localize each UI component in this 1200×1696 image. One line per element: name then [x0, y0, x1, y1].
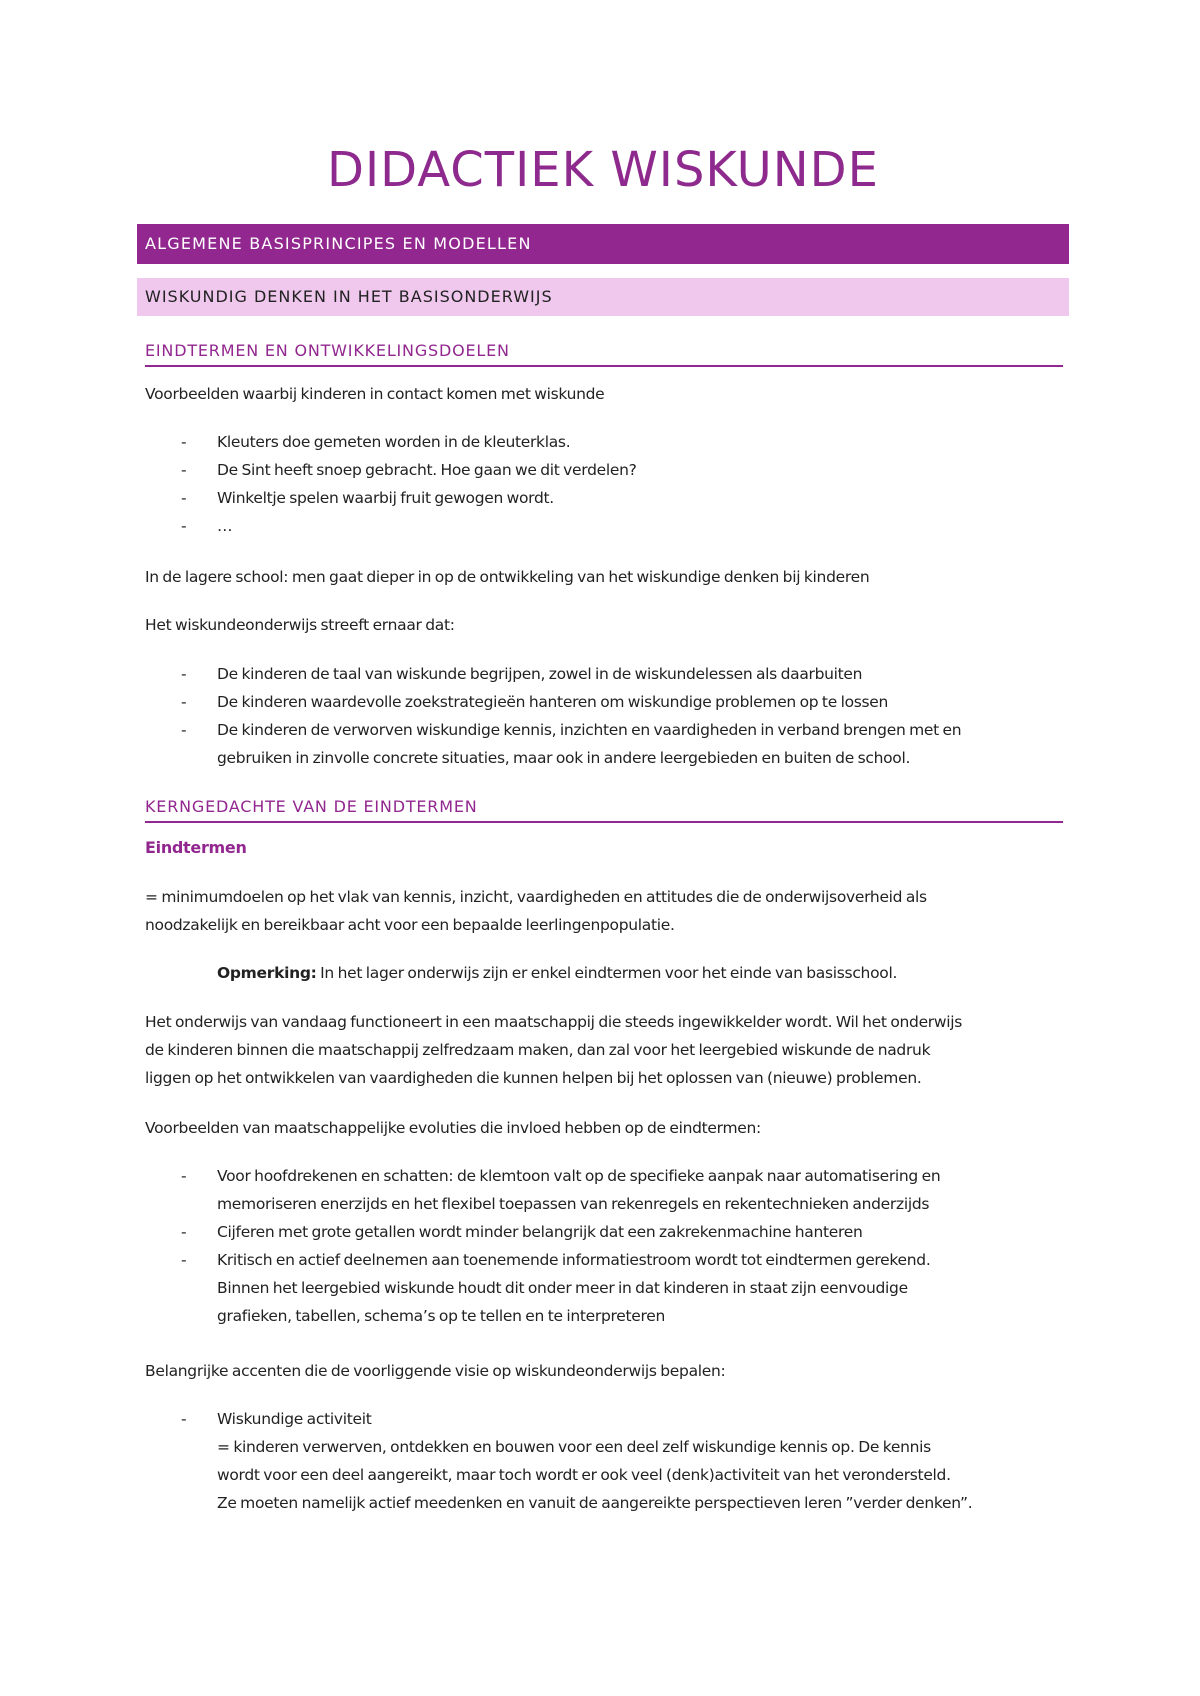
section-heading-kerngedachte: KERNGEDACHTE VAN DE EINDTERMEN: [145, 795, 1063, 823]
bullet-dash: -: [181, 1251, 187, 1269]
page-title: DIDACTIEK WISKUNDE: [327, 142, 879, 198]
note-text: In het lager onderwijs zijn er enkel eindtermen voor het einde van basisschool.: [316, 964, 898, 982]
list-item: [145, 716, 1063, 772]
text-line: noodzakelijk en bereikbaar acht voor een bepaalde leerlingenpopulatie.: [145, 916, 675, 934]
text-line: memoriseren enerzijds en het flexibel toepassen van rekenregels en rekentechnieken anderzijds: [217, 1195, 930, 1213]
text-line: grafieken, tabellen, schema’s op te tellen en te interpreteren: [217, 1307, 665, 1325]
heading-level-1: ALGEMENE BASISPRINCIPES EN MODELLEN: [137, 224, 1069, 264]
bullet-dash: -: [181, 517, 187, 535]
heading-level-2: WISKUNDIG DENKEN IN HET BASISONDERWIJS: [137, 278, 1069, 316]
bullet-dash: -: [181, 721, 187, 739]
list-item-text: [217, 1246, 1047, 1330]
list-item: [145, 484, 1063, 512]
note-label: Opmerking:: [217, 964, 317, 982]
list-item-text: Cijferen met grote getallen wordt minder belangrijk dat een zakrekenmachine hanteren: [217, 1223, 863, 1241]
bullet-dash: -: [181, 433, 187, 451]
bullet-dash: -: [181, 1223, 187, 1241]
paragraph-lagere-school: In de lagere school: men gaat dieper in op de ontwikkeling van het wiskundige denken bij kinderen: [145, 568, 870, 586]
list-item-text: De Sint heeft snoep gebracht. Hoe gaan we dit verdelen?: [217, 461, 637, 479]
subheading-eindtermen: Eindtermen: [145, 838, 247, 857]
text-line: Voor hoofdrekenen en schatten: de klemtoon valt op de specifieke aanpak naar automatisering en: [217, 1167, 941, 1185]
list-item: [145, 1218, 1063, 1246]
list-item: [145, 456, 1063, 484]
text-line: liggen op het ontwikkelen van vaardigheden die kunnen helpen bij het oplossen van (nieuwe) problemen.: [145, 1069, 922, 1087]
paragraph-evolutions-intro: Voorbeelden van maatschappelijke evoluties die invloed hebben op de eindtermen:: [145, 1119, 761, 1137]
list-item-text: De kinderen waardevolle zoekstrategieën hanteren om wiskundige problemen op te lossen: [217, 693, 889, 711]
list-item: [145, 1405, 1063, 1517]
list-item-text: …: [217, 517, 233, 535]
list-item-text: Kleuters doe gemeten worden in de kleuterklas.: [217, 433, 571, 451]
list-item: [145, 428, 1063, 456]
list-item: [145, 688, 1063, 716]
text-line: De kinderen de verworven wiskundige kennis, inzichten en vaardigheden in verband brengen met en: [217, 721, 962, 739]
paragraph-accents-intro: Belangrijke accenten die de voorliggende visie op wiskundeonderwijs bepalen:: [145, 1362, 726, 1380]
list-item-text: Winkeltje spelen waarbij fruit gewogen wordt.: [217, 489, 554, 507]
bullet-dash: -: [181, 461, 187, 479]
list-item: [145, 512, 1063, 540]
text-line: de kinderen binnen die maatschappij zelfredzaam maken, dan zal voor het leergebied wiskunde de nadruk: [145, 1041, 931, 1059]
bullet-dash: -: [181, 1410, 187, 1428]
text-line: Ze moeten namelijk actief meedenken en vanuit de aangereikte perspectieven leren ”verder denken”.: [217, 1494, 973, 1512]
bullet-dash: -: [181, 693, 187, 711]
paragraph-definition: [145, 883, 1063, 939]
bullet-dash: -: [181, 665, 187, 683]
list-item-text: [217, 716, 1047, 772]
list-item: [145, 1246, 1063, 1330]
list-item-text: [217, 1162, 1047, 1218]
list-item: [145, 660, 1063, 688]
text-line: gebruiken in zinvolle concrete situaties, maar ook in andere leergebieden en buiten de school.: [217, 749, 911, 767]
paragraph-onderwijs: [145, 1008, 1063, 1092]
list-item-text: [217, 1405, 1047, 1517]
text-line: Kritisch en actief deelnemen aan toenemende informatiestroom wordt tot eindtermen gerekend.: [217, 1251, 931, 1269]
text-line: = minimumdoelen op het vlak van kennis, inzicht, vaardigheden en attitudes die de onderwijsoverheid als: [145, 888, 927, 906]
paragraph-intro: Voorbeelden waarbij kinderen in contact komen met wiskunde: [145, 385, 605, 403]
bullet-dash: -: [181, 489, 187, 507]
section-heading-eindtermen: EINDTERMEN EN ONTWIKKELINGSDOELEN: [145, 339, 1063, 367]
note: [217, 959, 1067, 987]
text-line: = kinderen verwerven, ontdekken en bouwen voor een deel zelf wiskundige kennis op. De kennis: [217, 1438, 931, 1456]
text-line: wordt voor een deel aangereikt, maar toch wordt er ook veel (denk)activiteit van het verondersteld.: [217, 1466, 951, 1484]
paragraph-streeft: Het wiskundeonderwijs streeft ernaar dat:: [145, 616, 455, 634]
list-item-text: De kinderen de taal van wiskunde begrijpen, zowel in de wiskundelessen als daarbuiten: [217, 665, 863, 683]
bullet-dash: -: [181, 1167, 187, 1185]
text-line: Binnen het leergebied wiskunde houdt dit onder meer in dat kinderen in staat zijn eenvoudige: [217, 1279, 908, 1297]
list-item: [145, 1162, 1063, 1218]
text-line: Het onderwijs van vandaag functioneert in een maatschappij die steeds ingewikkelder wordt. Wil het onderwijs: [145, 1013, 963, 1031]
text-line: Wiskundige activiteit: [217, 1410, 372, 1428]
